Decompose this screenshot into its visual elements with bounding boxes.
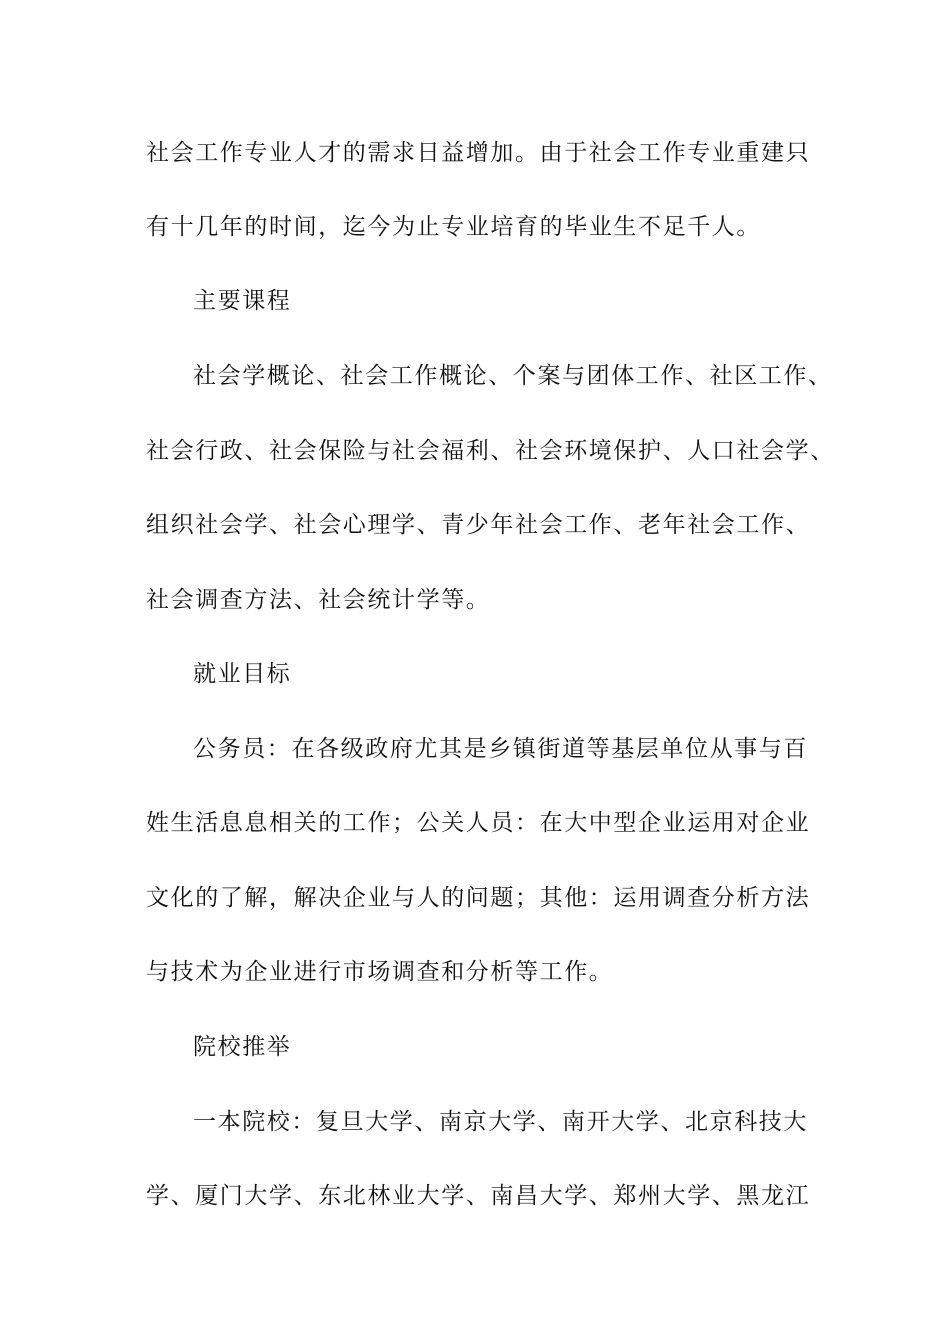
body-text-line: 社会学概论、社会工作概论、个案与团体工作、社区工作、 — [193, 363, 833, 389]
body-text-line: 公务员：在各级政府尤其是乡镇街道等基层单位从事与百 — [193, 736, 808, 762]
section-heading-main-courses: 主要课程 — [193, 288, 292, 314]
body-text-line: 与技术为企业进行市场调查和分析等工作。 — [146, 959, 614, 985]
body-text-line: 组织社会学、社会心理学、青少年社会工作、老年社会工作、 — [146, 512, 811, 538]
section-heading-employment-goals: 就业目标 — [193, 661, 292, 687]
section-heading-recommended-schools: 院校推举 — [193, 1034, 292, 1060]
body-text-line: 有十几年的时间，迄今为止专业培育的毕业生不足千人。 — [146, 214, 761, 240]
body-text-line: 社会调查方法、社会统计学等。 — [146, 587, 491, 613]
body-text-line: 社会行政、社会保险与社会福利、社会环境保护、人口社会学、 — [146, 438, 835, 464]
body-text-line: 一本院校：复旦大学、南京大学、南开大学、北京科技大 — [193, 1109, 808, 1135]
body-text-line: 文化的了解，解决企业与人的问题；其他：运用调查分析方法 — [146, 885, 811, 911]
body-text-line: 学、厦门大学、东北林业大学、南昌大学、郑州大学、黑龙江 — [146, 1183, 811, 1209]
body-text-line: 姓生活息息相关的工作；公关人员：在大中型企业运用对企业 — [146, 810, 811, 836]
body-text-line: 社会工作专业人才的需求日益增加。由于社会工作专业重建只 — [146, 140, 811, 166]
